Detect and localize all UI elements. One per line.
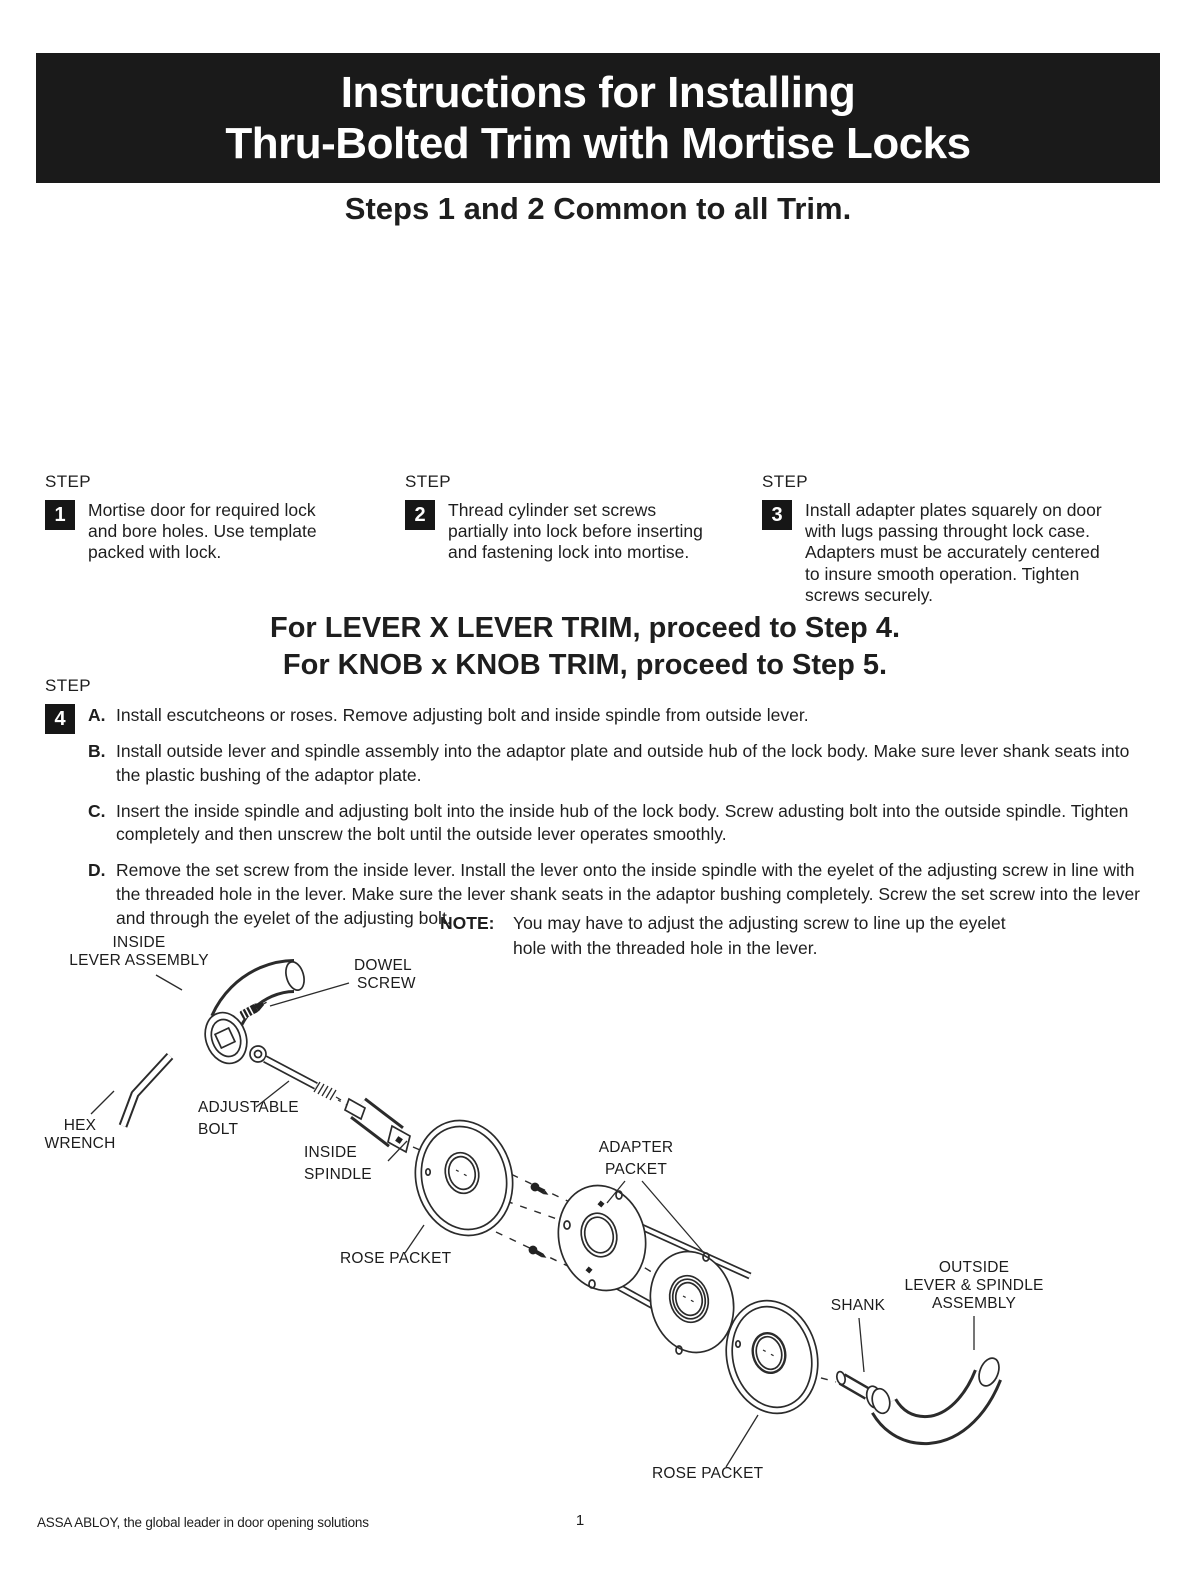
adjustable-bolt-drawing (250, 1046, 341, 1100)
proceed-line-2: For KNOB x KNOB TRIM, proceed to Step 5. (282, 649, 888, 682)
label-dowel-screw-line1: DOWEL (354, 957, 412, 974)
step-3-badge: 3 (762, 500, 792, 530)
proceed-line-1: For LEVER X LEVER TRIM, proceed to Step 4. (269, 612, 901, 644)
title-line-2: Thru-Bolted Trim with Mortise Locks (225, 119, 971, 168)
subtitle: Steps 1 and 2 Common to all Trim. (344, 191, 852, 226)
item-b-text: Install outside lever and spindle assembly into the adaptor plate and outside hub of the lock body. Make sure lever shank seats into the plastic bushing of the adaptor plate. (116, 740, 1130, 785)
item-a-text: Install escutcheons or roses. Remove adjusting bolt and inside spindle from outside lever. (116, 705, 809, 726)
label-hex-wrench-line1: HEX (63, 1117, 97, 1134)
label-rose-packet-outside: ROSE PACKET (652, 1465, 764, 1482)
step-2-badge: 2 (405, 500, 435, 530)
step-1-text: Mortise door for required lock and bore holes. Use template packed with lock. (88, 499, 317, 563)
step-4-item-c (88, 800, 1153, 848)
step-1-label: STEP (45, 472, 92, 491)
step-3-label: STEP (762, 472, 809, 491)
label-inside-lever-line1: INSIDE (112, 934, 166, 951)
hex-wrench-leader (91, 1091, 114, 1114)
inside-lever-pointer (156, 975, 182, 990)
label-hex-wrench-line2: WRENCH (44, 1135, 116, 1152)
step-4-badge: 4 (45, 704, 75, 734)
item-c-letter: C. (88, 800, 106, 821)
shank-leader (859, 1318, 864, 1372)
note-label: NOTE: (440, 913, 495, 933)
step-3-block (762, 472, 1102, 606)
label-rose-packet-inside: ROSE PACKET (340, 1250, 452, 1267)
label-outside-lever-line1: OUTSIDE (938, 1259, 1010, 1276)
step-2-text: Thread cylinder set screws partially into lock before inserting and fastening lock into mortise. (448, 499, 703, 563)
footer-brand-line: ASSA ABLOY, the global leader in door opening solutions (37, 1515, 369, 1530)
label-adapter-packet-line1: ADAPTER (598, 1139, 674, 1156)
item-d-text: Remove the set screw from the inside lever. Install the lever onto the inside spindle with the eyelet of the adjusting screw in line with the threaded hole in the lever. Make sure the lever shank seats in the adaptor bushing completely. Screw the set screw into the lever and through the eyelet of the adjusting bolt. (116, 860, 1140, 928)
label-inside-lever-line2: LEVER ASSEMBLY (69, 952, 209, 969)
exploded-view-diagram (36, 920, 1160, 1500)
adapter-plate-front-drawing (547, 1176, 656, 1300)
mounting-screw-2 (527, 1244, 549, 1262)
title-line-1: Instructions for Installing (340, 67, 856, 117)
step-4-block (45, 674, 1153, 942)
step-1-block (45, 472, 337, 564)
page-number: 1 (575, 1512, 585, 1529)
rose-packet-inside-leader (405, 1225, 424, 1253)
step-4-item-a (88, 704, 1153, 728)
outside-lever-drawing (884, 1355, 1003, 1430)
item-d-letter: D. (88, 860, 106, 881)
item-a-letter: A. (88, 705, 106, 726)
step-4-item-b (88, 740, 1153, 788)
label-adjustable-bolt-line1: ADJUSTABLE (198, 1099, 299, 1116)
step-2-block (405, 472, 705, 564)
step-2-label: STEP (405, 472, 452, 491)
label-adjustable-bolt-line2: BOLT (198, 1121, 239, 1138)
label-outside-lever-line3: ASSEMBLY (931, 1295, 1017, 1312)
rose-packet-outside-leader (726, 1415, 758, 1467)
note-text: You may have to adjust the adjusting screw to line up the eyelet hole with the threaded hole in the lever. (513, 913, 1006, 958)
item-b-letter: B. (88, 740, 106, 761)
label-adapter-packet-line2: PACKET (604, 1161, 668, 1178)
label-inside-spindle-line2: SPINDLE (304, 1166, 372, 1183)
label-shank: SHANK (830, 1297, 886, 1314)
label-inside-spindle-line1: INSIDE (304, 1144, 357, 1161)
diagram-labels (45, 934, 1044, 1482)
label-dowel-screw-line2: SCREW (357, 975, 416, 992)
mounting-screw-1 (529, 1181, 551, 1199)
rose-packet-inside-drawing (403, 1110, 524, 1246)
step-1-badge: 1 (45, 500, 75, 530)
label-outside-lever-line2: LEVER & SPINDLE (904, 1277, 1044, 1294)
shank-drawing (836, 1371, 893, 1415)
hex-wrench-drawing (123, 1056, 170, 1126)
step-3-text: Install adapter plates squarely on door with lugs passing throught lock case. Adapters must be accurately centered to insure smooth operation. Tighten screws securely. (805, 499, 1102, 606)
title-banner (36, 53, 1160, 183)
item-c-text: Insert the inside spindle and adjusting bolt into the inside hub of the lock body. Screw adusting bolt into the outside spindle. Tighten completely and then unscrew the bolt until the outside lever operates smoothly. (116, 800, 1129, 845)
step-4-label: STEP (45, 676, 92, 695)
